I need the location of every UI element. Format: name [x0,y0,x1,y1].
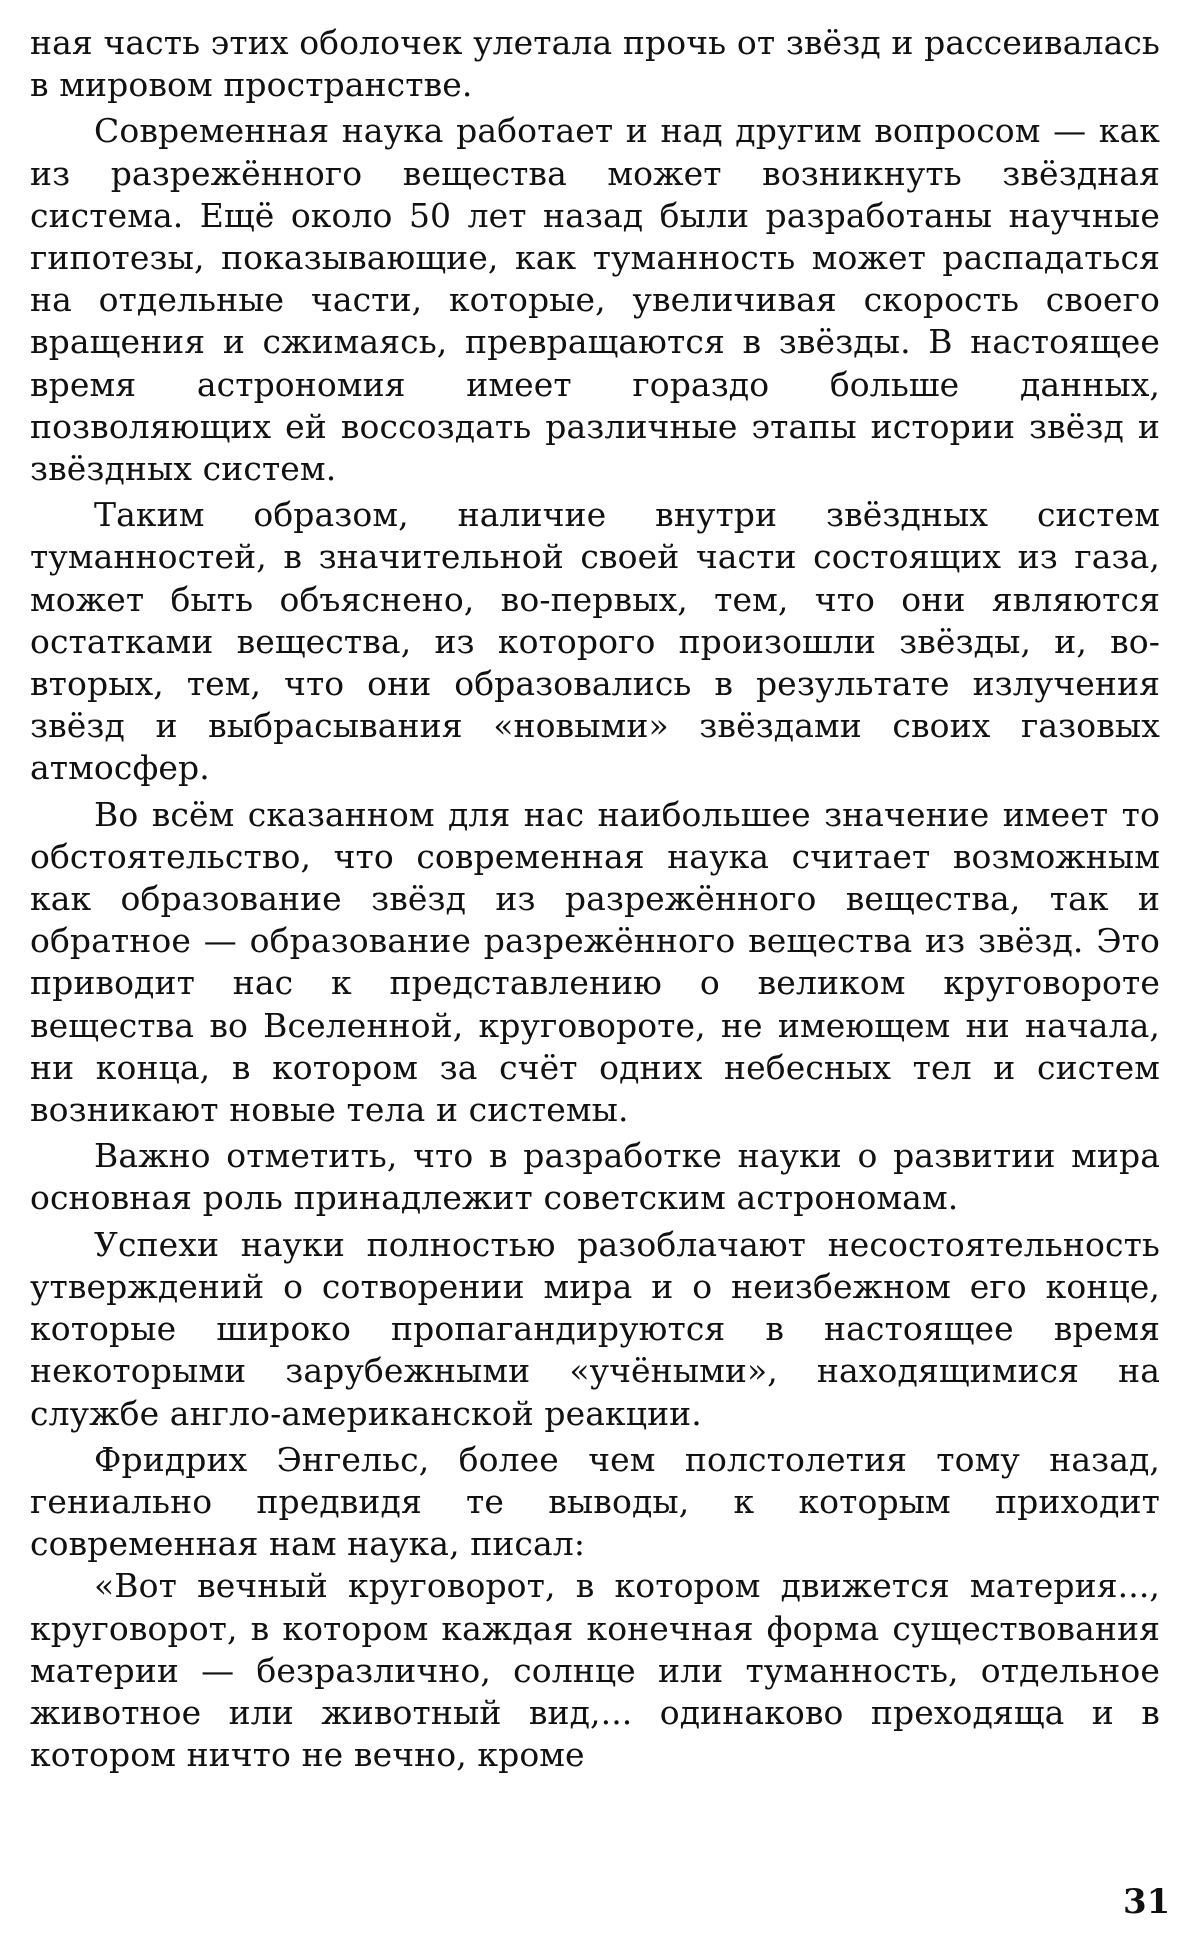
paragraph-science-successes: Успехи науки полностью разоблачают несостоятельность утверждений о сотворении мира и о неизбежном его конце, которые широко пропагандируются в настоящее время некоторыми зарубежными «учёными», находящимися на службе англо-американской реакции. [30,1224,1160,1433]
paragraph-continuation: ная часть этих оболочек улетала прочь от звёзд и рассеивалась в мировом пространстве. [30,23,1160,105]
paragraph-star-system-formation: Современная наука работает и над другим вопросом — как из разрежённого вещества может возникнуть звёздная система. Ещё около 50 лет назад были разработаны научные гипотезы, показывающие, как туманность может распадаться на отдельные части, которые, увеличивая скорость своего вращения и сжимаясь, превращаются в звёзды. В настоящее время астрономия имеет гораздо больше данных, позволяющих ей воссоздать различные этапы истории звёзд и звёздных систем. [30,111,1160,489]
paragraph-soviet-astronomers: Важно отметить, что в разработке науки о развитии мира основная роль принадлежит советским астрономам. [30,1136,1160,1218]
paragraph-engels-intro: Фридрих Энгельс, более чем полстолетия тому назад, гениально предвидя те выводы, к которым приходит современная нам наука, писал: [30,1439,1160,1564]
paragraph-engels-quote: «Вот вечный круговорот, в котором движется материя..., круговорот, в котором каждая конечная форма существования материи — безразлично, солнце или туманность, отдельное животное или животный вид,... одинаково преходяща и в котором ничто не вечно, кроме [30,1566,1160,1775]
body-text [30,22,1160,1776]
paragraph-matter-cycle: Во всём сказанном для нас наибольшее значение имеет то обстоятельство, что современная наука считает возможным как образование звёзд из разрежённого вещества, так и обратное — образование разрежённого вещества из звёзд. Это приводит нас к представлению о великом круговороте вещества во Вселенной, круговороте, не имеющем ни начала, ни конца, в котором за счёт одних небесных тел и систем возникают новые тела и системы. [30,794,1160,1130]
paragraph-nebulae-origin: Таким образом, наличие внутри звёздных систем туманностей, в значительной своей части состоящих из газа, может быть объяснено, во-первых, тем, что они являются остатками вещества, из которого произошли звёзды, и, во-вторых, тем, что они образовались в результате излучения звёзд и выбрасывания «новыми» звёздами своих газовых атмосфер. [30,495,1160,788]
page-number: 31 [1123,1882,1171,1922]
